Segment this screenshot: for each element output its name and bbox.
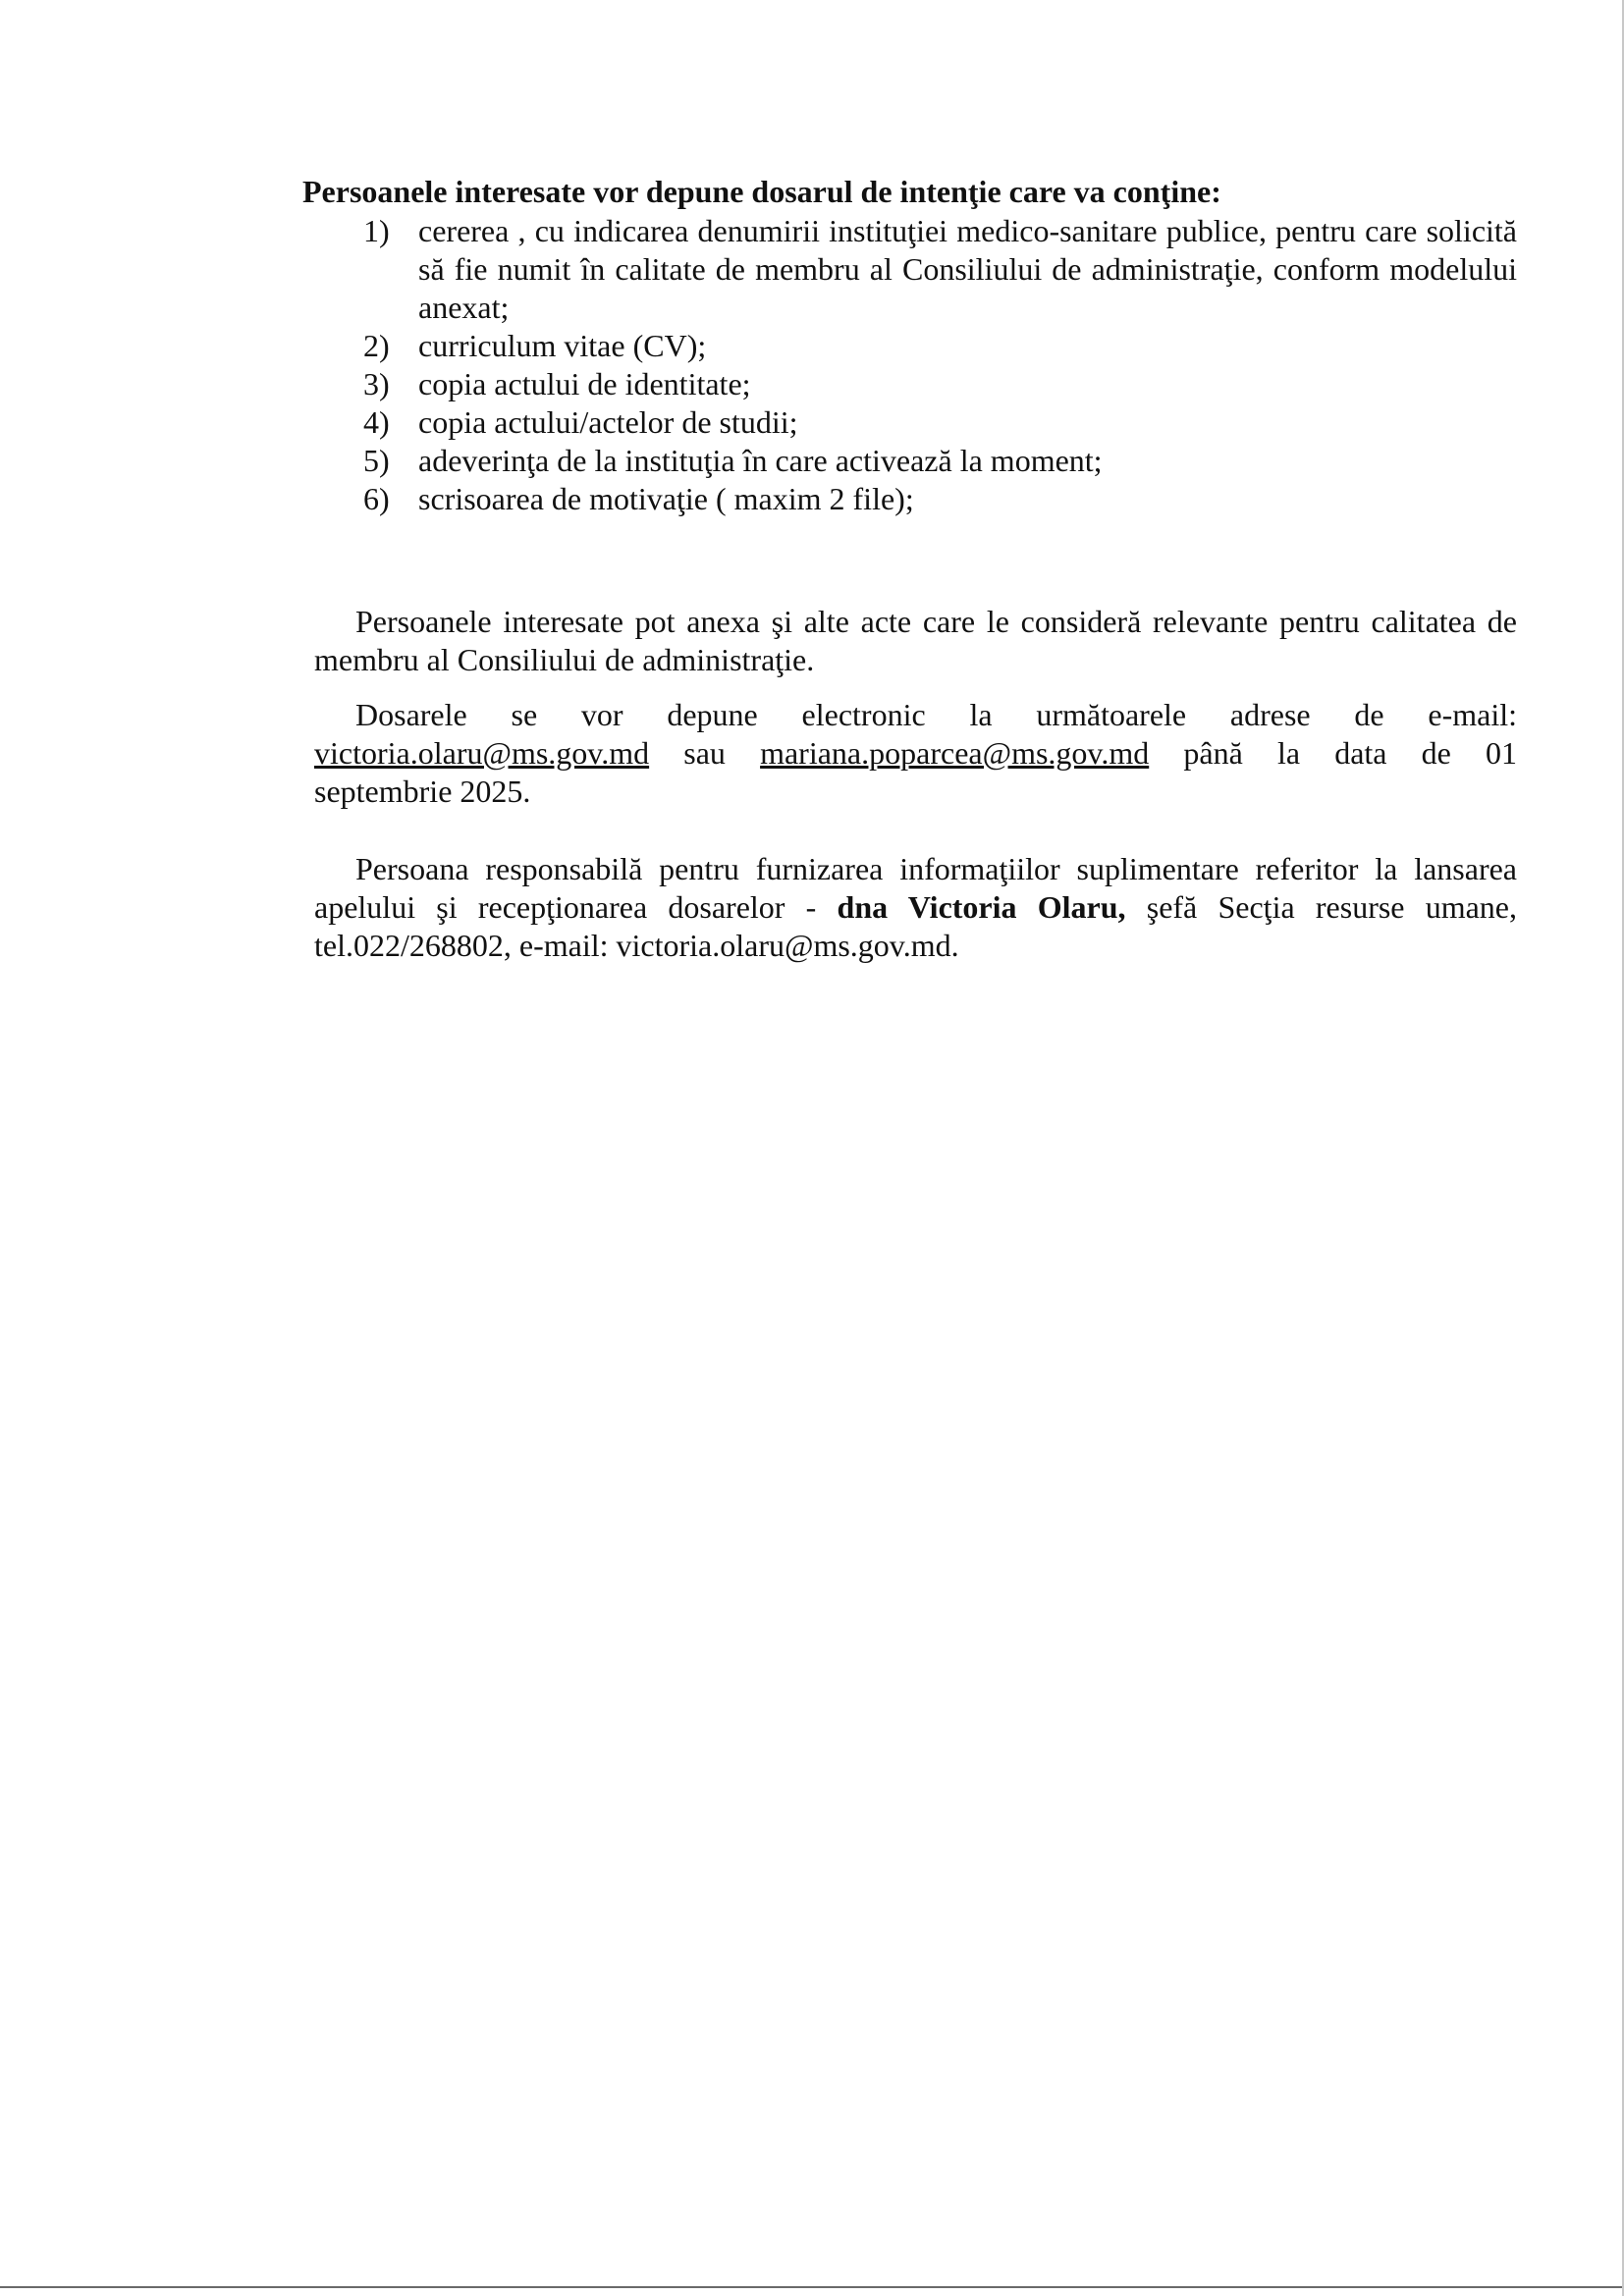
list-item [363, 365, 1517, 403]
list-item-number: 1) [363, 213, 390, 248]
list-item-number: 3) [363, 366, 390, 401]
list-item-text: scrisoarea de motivaţie ( maxim 2 file); [418, 481, 914, 516]
contact-text-after: şefă Secţia resurse umane, tel.022/268802, e-mail: victoria.olaru@ms.gov.md. [314, 889, 1518, 963]
list-item [363, 403, 1517, 442]
contact-name: dna Victoria Olaru, [837, 889, 1126, 925]
list-item-text: cererea , cu indicarea denumirii instituţiei medico-sanitare publice, pentru care solicită să fie numit în calitate de membru al Consiliului de administraţie, conform modelului anexat; [418, 213, 1517, 325]
list-item [363, 212, 1517, 327]
list-item-text: curriculum vitae (CV); [418, 328, 707, 363]
additional-documents-paragraph: Persoanele interesate pot anexa şi alte acte care le consideră relevante pentru calitatea de membru al Consiliului de administraţie. [314, 604, 1517, 677]
list-item-number: 6) [363, 481, 390, 516]
contact-text-before: Persoana responsabilă pentru furnizarea informaţiilor suplimentare referitor la lansarea apelului şi recepţionarea dosarelor - [314, 851, 1517, 925]
email-link-victoria[interactable]: victoria.olaru@ms.gov.md [314, 735, 650, 771]
list-item [363, 327, 1517, 365]
list-item-text: copia actului/actelor de studii; [418, 404, 798, 440]
list-item-text: copia actului de identitate; [418, 366, 751, 401]
deadline-prefix: până la data de 01 [1183, 735, 1517, 771]
deadline-date: septembrie 2025. [314, 774, 531, 809]
section-heading: Persoanele interesate vor depune dosarul de intenţie care va conţine: [302, 174, 1221, 209]
conjunction-text: sau [683, 735, 726, 771]
list-item-number: 5) [363, 443, 390, 478]
list-item-number: 4) [363, 404, 390, 440]
contact-paragraph [314, 850, 1517, 965]
list-item [363, 442, 1517, 480]
submission-emails-line [314, 734, 1517, 773]
submission-intro: Dosarele se vor depune electronic la următoarele adrese de e-mail: [355, 697, 1517, 732]
list-item-text: adeverinţa de la instituţia în care activează la moment; [418, 443, 1103, 478]
email-link-mariana[interactable]: mariana.poparcea@ms.gov.md [760, 735, 1150, 771]
list-item [363, 480, 1517, 518]
required-documents-list [363, 212, 1517, 518]
list-item-number: 2) [363, 328, 390, 363]
submission-paragraph [314, 696, 1517, 811]
bottom-border-line [0, 2286, 1624, 2288]
